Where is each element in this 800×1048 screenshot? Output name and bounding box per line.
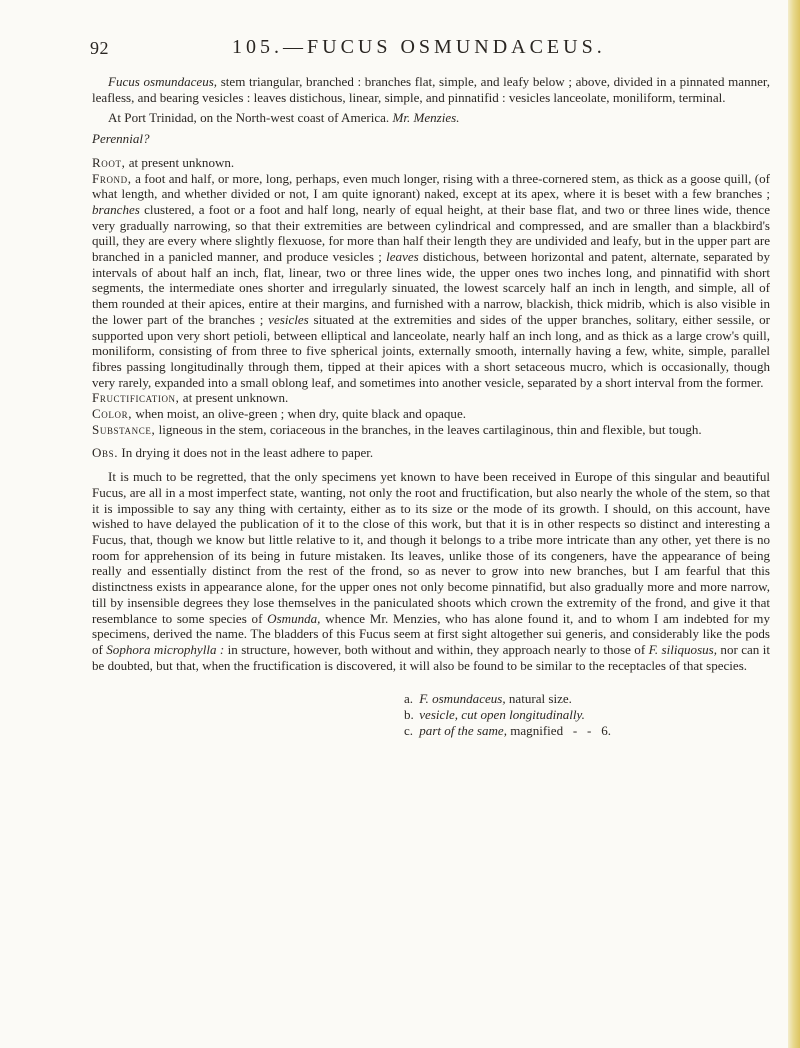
fructification-label: Fructification, [92,390,180,406]
frond-text-1: a foot and half, or more, long, perhaps, even much longer, rising with a three-cornered stem, as thick as a goose quill, (of what length, and whether divided or not, I am quite ignorant) naked, except at its apex, where it is beset with a few branches ; [92,170,770,202]
frond-text-2: clustered, a foot or a foot and half long, nearly of equal height, at their base flat, and two or three lines wide, thence very gradually narrowing, so that their extremities are between cylindrical and compressed, and are smaller than a blackbird's quill, they are every where slightly flexuose, for more than half their length they are undivided and leafy, but in the upper part are branched in a panicled manner, and produce vesicles ; [92,201,770,265]
caption-letter: c. [404,722,414,738]
locality-text: At Port Trinidad, on the North-west coast of America. [108,110,393,126]
running-head: 105.—FUCUS OSMUNDACEUS. [232,36,606,58]
color-label: Color, [92,406,133,422]
description [92,155,770,438]
observation [92,445,770,461]
duration [92,131,770,147]
duration-text: Perennial? [92,131,150,147]
commentary [92,469,770,673]
commentary-part-4: nor can it be doubted, but that, when the fructification is discovered, it will also be found to be similar to the receptacles of that species. [92,641,770,673]
caption-row [404,707,770,723]
caption-rest: magnified [506,722,564,738]
species-diagnosis [92,74,770,105]
diagnosis-text: stem triangular, branched : branches flat, simple, and leafy below ; above, divided in a pinnated manner, leafless, and bearing vesicles : leaves distichous, linear, simple, and pinnatifid : vesicles lanceolate, moniliform, terminal. [92,74,770,105]
locality [92,110,770,126]
frond-text-4: situated at the extremities and sides of the upper branches, solitary, either sessile, or supported upon very short petioli, between elliptical and lanceolate, nearly half an inch long, and as thick as a large crow's quill, moniliform, consisting of from three to five spherical joints, externally smooth, internally having a few, white, simple, parallel fibres passing longitudinally through them, tipped at their apices with a short setaceous mucro, which is occasionally, though very rarely, expanded into a small oblong leaf, and sometimes into another vesicle, separated by a short interval from the former. [92,311,770,390]
siliquosus-name: F. siliquosus, [648,641,718,657]
page-header [90,36,748,62]
caption-text: part of the same, [419,722,507,738]
obs-text: In drying it does not in the least adhere to paper. [118,445,374,461]
figure-captions [404,691,770,738]
color-text: when moist, an olive-green ; when dry, quite black and opaque. [132,406,467,422]
substance-entry [92,422,770,438]
caption-row [404,723,770,739]
page-edge [788,0,800,1048]
substance-label: Substance, [92,421,156,437]
page-number: 92 [90,38,109,58]
commentary-part-2: whence Mr. Menzies, who has alone found it, and to whom I am indebted for my specimens, derived the name. The bladders of this Fucus seem at first sight altogether sui generis, and considerably like the pods of [92,610,770,657]
frond-entry [92,171,770,391]
caption-letter: b. [404,707,414,723]
root-text: at present unknown. [125,154,235,170]
fructification-text: at present unknown. [179,390,289,406]
caption-rest: natural size. [505,691,572,707]
commentary-part-1: It is much to be regretted, that the only specimens yet known to have been received in Europe of this singular and beautiful Fucus, are all in a most imperfect state, wanting, not only the root and fructification, but also nearly the whole of the stem, so that it is impossible to say any thing with certainty, either as to its size or the mode of its growth. I should, on this account, have wished to have delayed the publication of it to the close of this work, but that it is in other respects so distinct and interesting a Fucus, that, though we know but little relative to it, and though it belongs to a tribe more intricate than any other, yet there is no room for apprehension of its being in future mistaken. Its leaves, unlike those of its congeners, have the appearance of being really and essentially distinct from the rest of the frond, so as never to grow into new branches, but I am fearful that this distinctness exists in appearance alone, for the upper ones not only become pinnatifid, but also gradually more and more narrow, till by insensible degrees they lose themselves in the paniculated shoots which crown the extremity of the frond, and give it that resemblance to some species of [92,469,770,626]
osmunda-name: Osmunda, [267,610,321,626]
caption-letter: a. [404,691,414,707]
species-name: Fucus osmundaceus, [108,74,218,89]
fructification-entry [92,390,770,406]
root-entry [92,155,770,171]
substance-text: ligneous in the stem, coriaceous in the branches, in the leaves cartilaginous, thin and flexible, but tough. [155,421,702,437]
commentary-part-3: in structure, however, both without and within, they approach nearly to those of [224,641,649,657]
branches-label: branches [92,201,140,217]
caption-dashes: - - [563,722,602,738]
frond-label: Frond, [92,170,132,186]
obs-label: Obs. [92,445,119,461]
vesicles-label: vesicles [268,311,309,327]
caption-text: vesicle, cut open longitudinally. [419,707,585,723]
caption-row [404,691,770,707]
root-label: Root, [92,154,126,170]
frond-text-3: distichous, between horizontal and patent, alternate, separated by intervals of about half an inch, flat, linear, two or three lines wide, the upper ones two inches long, and pinnatifid with short segments, the intermediate ones shorter and irregularly sinuated, the lowest scarcely half an inch in length, and simple, all of them rounded at their apices, entire at their margins, and furnished with a narrow, blackish, thick midrib, which is also visible in the lower part of the branches ; [92,249,770,327]
sophora-name: Sophora microphylla : [106,641,225,657]
caption-figure: 6. [601,722,611,738]
caption-text: F. osmundaceus, [419,691,506,707]
leaves-label: leaves [386,249,419,265]
page-content [92,74,770,738]
color-entry [92,406,770,422]
collector: Mr. Menzies. [392,110,460,126]
